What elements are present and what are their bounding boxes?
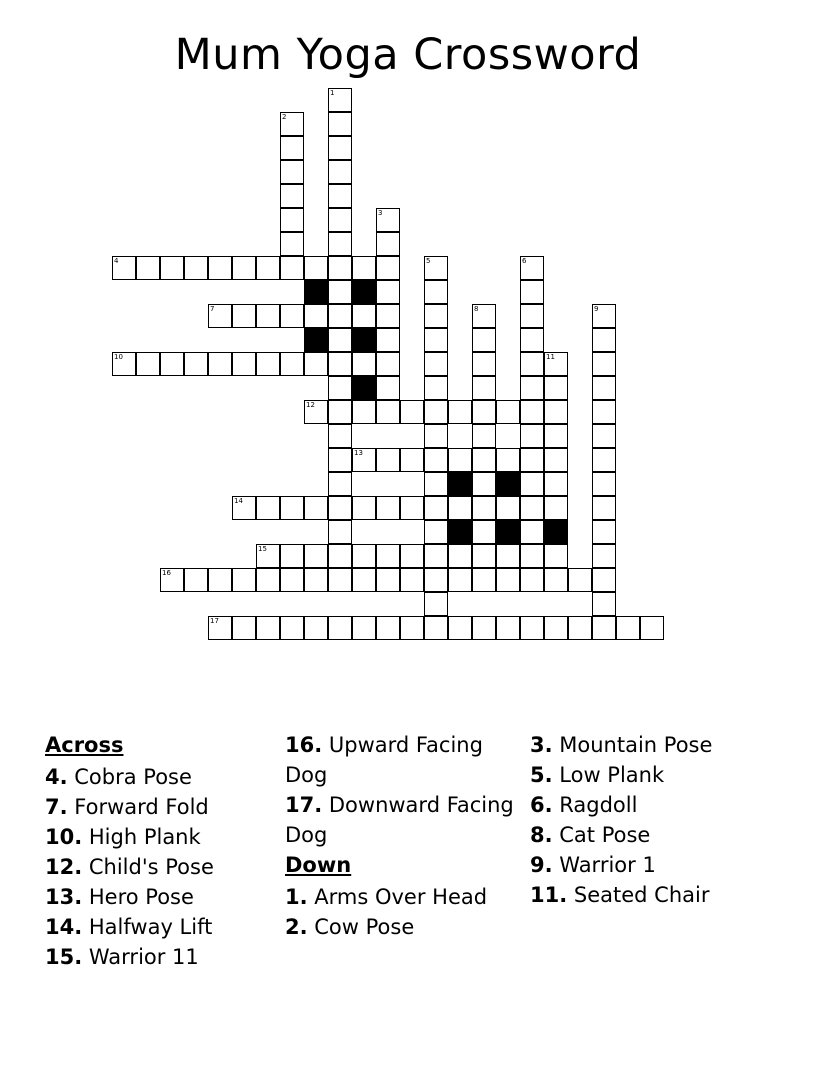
grid-cell[interactable] (496, 544, 520, 568)
grid-cell[interactable] (328, 280, 352, 304)
grid-cell[interactable] (376, 256, 400, 280)
grid-cell[interactable] (352, 304, 376, 328)
grid-cell[interactable] (592, 352, 616, 376)
cell-number: 9 (594, 305, 599, 313)
clue-number: 1. (285, 885, 308, 909)
grid-cell[interactable] (592, 592, 616, 616)
clue-across-4 (45, 762, 285, 792)
grid-cell[interactable] (424, 280, 448, 304)
grid-cell[interactable] (472, 520, 496, 544)
clue-number: 9. (530, 853, 553, 877)
cell-number: 7 (210, 305, 215, 313)
clue-text: Cow Pose (307, 915, 415, 939)
grid-cell[interactable] (328, 568, 352, 592)
grid-cell[interactable] (424, 448, 448, 472)
clue-text: Hero Pose (82, 885, 194, 909)
grid-cell[interactable] (208, 616, 232, 640)
cell-number: 17 (210, 617, 219, 625)
clue-number: 13. (45, 885, 83, 909)
grid-cell[interactable] (520, 424, 544, 448)
grid-cell[interactable] (616, 616, 640, 640)
clue-number: 17. (285, 793, 323, 817)
clues-column-1 (45, 730, 285, 972)
grid-block (448, 472, 472, 496)
grid-cell[interactable] (232, 616, 256, 640)
grid-cell[interactable] (280, 232, 304, 256)
cell-number: 11 (546, 353, 555, 361)
grid-cell[interactable] (472, 568, 496, 592)
grid-cell[interactable] (448, 448, 472, 472)
grid-cell[interactable] (544, 376, 568, 400)
grid-cell[interactable] (544, 544, 568, 568)
grid-cell[interactable] (256, 256, 280, 280)
grid-cell[interactable] (496, 568, 520, 592)
grid-cell[interactable] (112, 256, 136, 280)
grid-cell[interactable] (280, 136, 304, 160)
grid-cell[interactable] (328, 520, 352, 544)
cell-number: 6 (522, 257, 527, 265)
grid-cell[interactable] (592, 400, 616, 424)
cell-number: 4 (114, 257, 119, 265)
grid-cell[interactable] (472, 616, 496, 640)
grid-cell[interactable] (280, 256, 304, 280)
grid-cell[interactable] (424, 520, 448, 544)
grid-cell[interactable] (448, 496, 472, 520)
clue-across-7 (45, 792, 285, 822)
grid-cell[interactable] (328, 352, 352, 376)
grid-cell[interactable] (352, 616, 376, 640)
clue-number: 2. (285, 915, 308, 939)
grid-cell[interactable] (376, 280, 400, 304)
grid-cell[interactable] (424, 256, 448, 280)
grid-cell[interactable] (328, 472, 352, 496)
clue-text: Forward Fold (67, 795, 209, 819)
grid-cell[interactable] (328, 328, 352, 352)
grid-block (304, 328, 328, 352)
grid-cell[interactable] (544, 616, 568, 640)
cell-number: 14 (234, 497, 243, 505)
grid-cell[interactable] (400, 616, 424, 640)
grid-cell[interactable] (544, 496, 568, 520)
grid-cell[interactable] (520, 376, 544, 400)
grid-cell[interactable] (496, 448, 520, 472)
clue-text: Warrior 11 (82, 945, 199, 969)
grid-cell[interactable] (328, 496, 352, 520)
grid-cell[interactable] (280, 160, 304, 184)
grid-cell[interactable] (208, 352, 232, 376)
grid-cell[interactable] (208, 256, 232, 280)
grid-cell[interactable] (328, 616, 352, 640)
grid-cell[interactable] (424, 424, 448, 448)
clue-text: Seated Chair (567, 883, 710, 907)
grid-cell[interactable] (424, 568, 448, 592)
grid-cell[interactable] (304, 400, 328, 424)
clue-text: Cobra Pose (67, 765, 192, 789)
grid-cell[interactable] (424, 352, 448, 376)
grid-cell[interactable] (568, 568, 592, 592)
grid-cell[interactable] (208, 304, 232, 328)
clue-text: Warrior 1 (552, 853, 656, 877)
clue-across-13 (45, 882, 285, 912)
grid-block (304, 280, 328, 304)
grid-cell[interactable] (328, 400, 352, 424)
clue-across-10 (45, 822, 285, 852)
grid-cell[interactable] (304, 304, 328, 328)
grid-cell[interactable] (352, 568, 376, 592)
grid-cell[interactable] (376, 232, 400, 256)
grid-block (496, 472, 520, 496)
grid-cell[interactable] (256, 568, 280, 592)
grid-cell[interactable] (328, 376, 352, 400)
clue-across-17 (285, 790, 530, 850)
grid-cell[interactable] (424, 328, 448, 352)
grid-cell[interactable] (232, 496, 256, 520)
grid-cell[interactable] (376, 376, 400, 400)
grid-cell[interactable] (520, 544, 544, 568)
grid-cell[interactable] (184, 256, 208, 280)
clue-number: 3. (530, 733, 553, 757)
grid-cell[interactable] (376, 328, 400, 352)
grid-cell[interactable] (256, 544, 280, 568)
cell-number: 15 (258, 545, 267, 553)
grid-cell[interactable] (280, 616, 304, 640)
grid-cell[interactable] (544, 472, 568, 496)
clue-across-12 (45, 852, 285, 882)
grid-block (496, 520, 520, 544)
grid-cell[interactable] (592, 616, 616, 640)
grid-cell[interactable] (232, 256, 256, 280)
grid-cell[interactable] (496, 496, 520, 520)
grid-cell[interactable] (328, 184, 352, 208)
grid-cell[interactable] (112, 352, 136, 376)
grid-cell[interactable] (592, 472, 616, 496)
clues-column-2 (285, 730, 530, 972)
grid-cell[interactable] (424, 304, 448, 328)
grid-cell[interactable] (304, 352, 328, 376)
grid-cell[interactable] (376, 544, 400, 568)
clue-number: 12. (45, 855, 83, 879)
grid-cell[interactable] (448, 616, 472, 640)
clue-number: 16. (285, 733, 323, 757)
cell-number: 5 (426, 257, 431, 265)
grid-cell[interactable] (520, 304, 544, 328)
grid-cell[interactable] (424, 472, 448, 496)
clue-across-16 (285, 730, 530, 790)
grid-cell[interactable] (448, 568, 472, 592)
grid-cell[interactable] (160, 568, 184, 592)
grid-block (544, 520, 568, 544)
grid-cell[interactable] (376, 568, 400, 592)
clue-down-2 (285, 912, 530, 942)
grid-cell[interactable] (376, 496, 400, 520)
grid-cell[interactable] (472, 448, 496, 472)
clue-across-15 (45, 942, 285, 972)
grid-cell[interactable] (496, 616, 520, 640)
clue-text: High Plank (82, 825, 201, 849)
clue-number: 5. (530, 763, 553, 787)
grid-cell[interactable] (520, 616, 544, 640)
grid-cell[interactable] (400, 568, 424, 592)
grid-cell[interactable] (160, 352, 184, 376)
grid-cell[interactable] (592, 544, 616, 568)
grid-cell[interactable] (328, 112, 352, 136)
grid-cell[interactable] (472, 352, 496, 376)
grid-cell[interactable] (424, 592, 448, 616)
cell-number: 12 (306, 401, 315, 409)
grid-cell[interactable] (304, 616, 328, 640)
grid-cell[interactable] (424, 376, 448, 400)
clue-text: Arms Over Head (307, 885, 488, 909)
grid-cell[interactable] (424, 544, 448, 568)
clue-down-9 (530, 850, 776, 880)
grid-cell[interactable] (304, 544, 328, 568)
clue-down-11 (530, 880, 776, 910)
grid-cell[interactable] (352, 448, 376, 472)
grid-cell[interactable] (592, 448, 616, 472)
grid-cell[interactable] (304, 496, 328, 520)
grid-cell[interactable] (496, 400, 520, 424)
crossword-grid-container (0, 88, 816, 678)
clue-text: Halfway Lift (82, 915, 213, 939)
grid-block (448, 520, 472, 544)
page-title: Mum Yoga Crossword (174, 30, 642, 80)
grid-cell[interactable] (328, 160, 352, 184)
grid-cell[interactable] (592, 496, 616, 520)
clue-text: Upward Facing Dog (285, 733, 483, 787)
grid-cell[interactable] (592, 520, 616, 544)
grid-cell[interactable] (328, 544, 352, 568)
cell-number: 10 (114, 353, 123, 361)
grid-cell[interactable] (280, 184, 304, 208)
grid-cell[interactable] (280, 496, 304, 520)
grid-cell[interactable] (352, 256, 376, 280)
clue-text: Low Plank (552, 763, 665, 787)
clues-section (0, 730, 816, 972)
clue-down-5 (530, 760, 776, 790)
grid-cell[interactable] (376, 208, 400, 232)
clue-down-1 (285, 882, 530, 912)
grid-cell[interactable] (400, 400, 424, 424)
grid-cell[interactable] (328, 208, 352, 232)
grid-cell[interactable] (232, 304, 256, 328)
grid-cell[interactable] (544, 400, 568, 424)
clue-number: 8. (530, 823, 553, 847)
grid-cell[interactable] (520, 448, 544, 472)
clue-number: 11. (530, 883, 568, 907)
clue-text: Child's Pose (82, 855, 214, 879)
grid-cell[interactable] (352, 352, 376, 376)
clue-number: 15. (45, 945, 83, 969)
clue-number: 6. (530, 793, 553, 817)
grid-block (352, 328, 376, 352)
grid-cell[interactable] (592, 328, 616, 352)
grid-cell[interactable] (520, 256, 544, 280)
grid-cell[interactable] (280, 304, 304, 328)
grid-cell[interactable] (376, 352, 400, 376)
clues-column-3 (530, 730, 776, 972)
grid-cell[interactable] (400, 496, 424, 520)
grid-cell[interactable] (520, 472, 544, 496)
grid-cell[interactable] (352, 544, 376, 568)
grid-cell[interactable] (544, 448, 568, 472)
grid-cell[interactable] (256, 352, 280, 376)
grid-cell[interactable] (232, 568, 256, 592)
grid-cell[interactable] (256, 304, 280, 328)
clue-text: Downward Facing Dog (285, 793, 514, 847)
clue-text: Cat Pose (552, 823, 651, 847)
clue-number: 4. (45, 765, 68, 789)
grid-cell[interactable] (592, 304, 616, 328)
grid-cell[interactable] (472, 304, 496, 328)
grid-cell[interactable] (472, 496, 496, 520)
grid-cell[interactable] (256, 616, 280, 640)
grid-cell[interactable] (232, 352, 256, 376)
grid-cell[interactable] (280, 112, 304, 136)
grid-cell[interactable] (304, 568, 328, 592)
cell-number: 16 (162, 569, 171, 577)
grid-cell[interactable] (208, 568, 232, 592)
grid-cell[interactable] (328, 448, 352, 472)
down-heading: Down (285, 853, 352, 877)
grid-cell[interactable] (328, 232, 352, 256)
clue-across-14 (45, 912, 285, 942)
grid-cell[interactable] (424, 400, 448, 424)
grid-cell[interactable] (520, 520, 544, 544)
grid-cell[interactable] (520, 352, 544, 376)
grid-block (352, 280, 376, 304)
grid-cell[interactable] (448, 400, 472, 424)
grid-cell[interactable] (520, 400, 544, 424)
grid-cell[interactable] (592, 376, 616, 400)
cell-number: 13 (354, 449, 363, 457)
clue-number: 7. (45, 795, 68, 819)
grid-cell[interactable] (376, 400, 400, 424)
grid-cell[interactable] (184, 568, 208, 592)
grid-cell[interactable] (400, 448, 424, 472)
grid-cell[interactable] (520, 568, 544, 592)
grid-cell[interactable] (328, 136, 352, 160)
grid-cell[interactable] (472, 328, 496, 352)
grid-cell[interactable] (592, 568, 616, 592)
grid-cell[interactable] (280, 568, 304, 592)
grid-cell[interactable] (472, 376, 496, 400)
grid-cell[interactable] (328, 88, 352, 112)
grid-cell[interactable] (352, 400, 376, 424)
grid-block (352, 376, 376, 400)
grid-cell[interactable] (568, 616, 592, 640)
grid-cell[interactable] (328, 424, 352, 448)
grid-cell[interactable] (472, 400, 496, 424)
clue-number: 14. (45, 915, 83, 939)
grid-cell[interactable] (352, 496, 376, 520)
clue-down-3 (530, 730, 776, 760)
grid-cell[interactable] (472, 424, 496, 448)
grid-cell[interactable] (544, 424, 568, 448)
grid-cell[interactable] (280, 352, 304, 376)
grid-cell[interactable] (472, 544, 496, 568)
grid-cell[interactable] (472, 472, 496, 496)
across-heading: Across (45, 733, 124, 757)
cell-number: 2 (282, 113, 287, 121)
clue-number: 10. (45, 825, 83, 849)
grid-cell[interactable] (424, 496, 448, 520)
grid-cell[interactable] (520, 280, 544, 304)
grid-cell[interactable] (280, 208, 304, 232)
grid-cell[interactable] (520, 496, 544, 520)
grid-cell[interactable] (256, 496, 280, 520)
grid-cell[interactable] (160, 256, 184, 280)
grid-cell[interactable] (592, 424, 616, 448)
clue-down-8 (530, 820, 776, 850)
clue-text: Mountain Pose (552, 733, 713, 757)
grid-cell[interactable] (136, 352, 160, 376)
cell-number: 1 (330, 89, 335, 97)
grid-cell[interactable] (376, 616, 400, 640)
grid-cell[interactable] (376, 304, 400, 328)
grid-cell[interactable] (376, 448, 400, 472)
grid-cell[interactable] (544, 568, 568, 592)
grid-cell[interactable] (400, 544, 424, 568)
cell-number: 3 (378, 209, 383, 217)
grid-cell[interactable] (544, 352, 568, 376)
grid-cell[interactable] (328, 304, 352, 328)
grid-cell[interactable] (328, 256, 352, 280)
cell-number: 8 (474, 305, 479, 313)
grid-cell[interactable] (640, 616, 664, 640)
clue-down-6 (530, 790, 776, 820)
grid-cell[interactable] (448, 544, 472, 568)
grid-cell[interactable] (184, 352, 208, 376)
grid-cell[interactable] (520, 328, 544, 352)
grid-cell[interactable] (304, 256, 328, 280)
grid-cell[interactable] (424, 616, 448, 640)
grid-cell[interactable] (280, 544, 304, 568)
clue-text: Ragdoll (552, 793, 638, 817)
grid-cell[interactable] (136, 256, 160, 280)
